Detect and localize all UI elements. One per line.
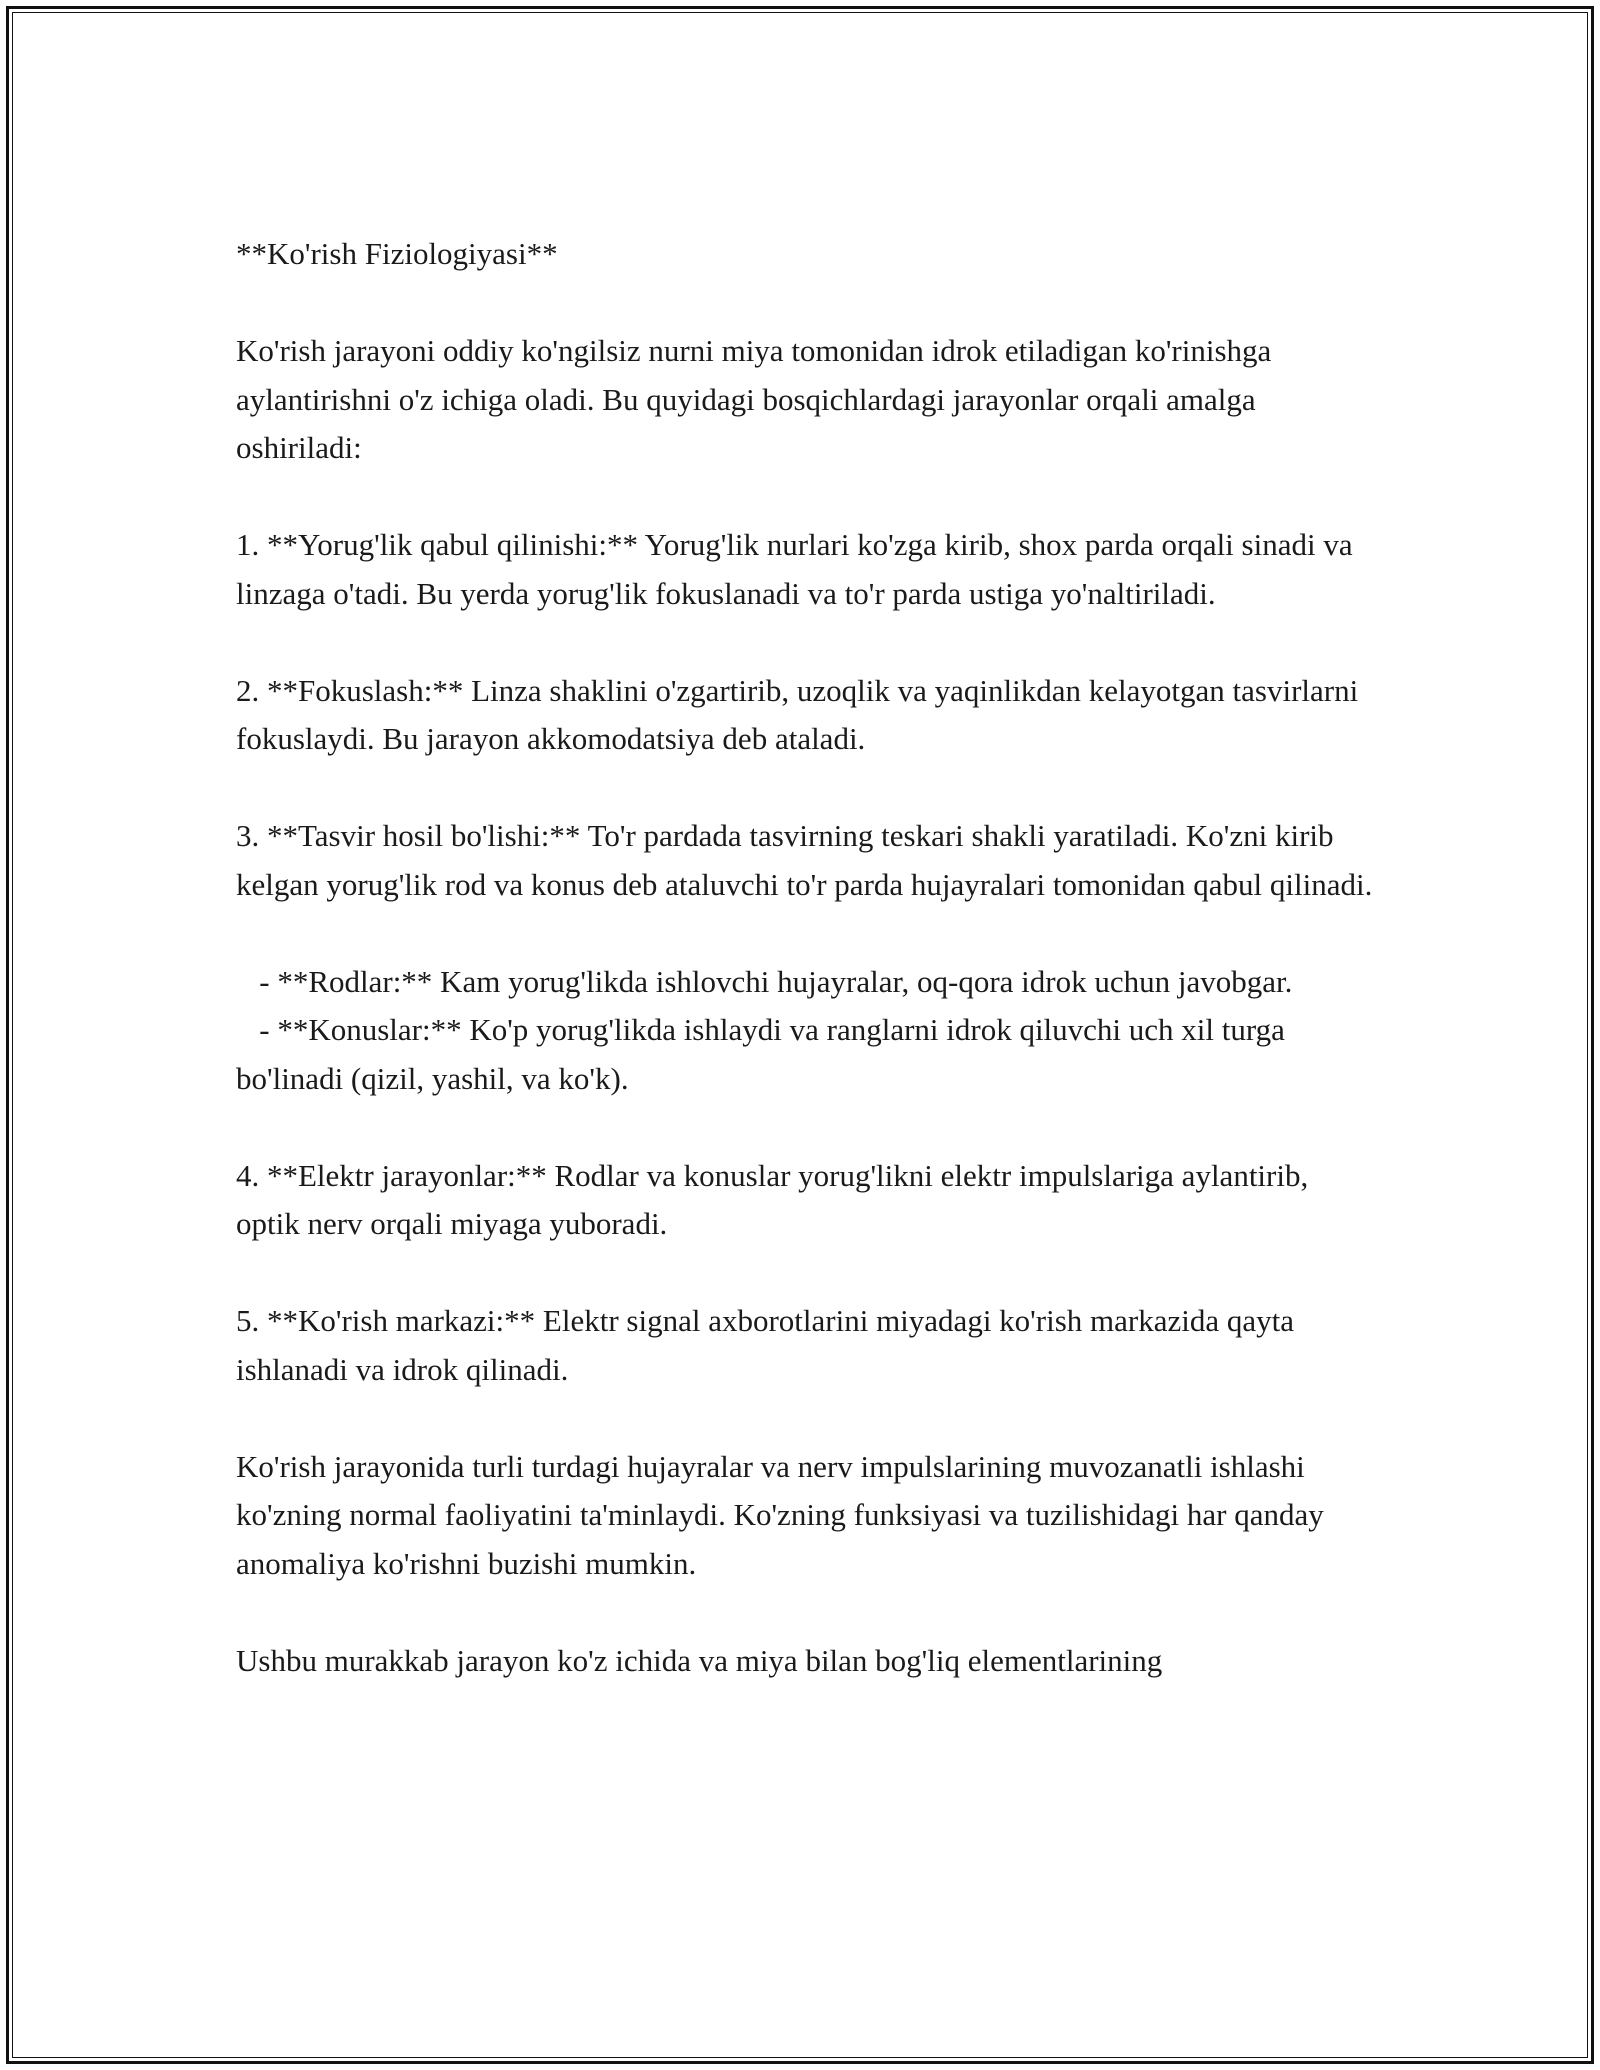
- step-2-paragraph: 2. **Fokuslash:** Linza shaklini o'zgartirib, uzoqlik va yaqinlikdan kelayotgan tasvirlarni fokuslaydi. Bu jarayon akkomodatsiya deb ataladi.: [236, 672, 1366, 756]
- step-1-paragraph: 1. **Yorug'lik qabul qilinishi:** Yorug'lik nurlari ko'zga kirib, shox parda orqali sinadi va linzaga o'tadi. Bu yerda yorug'lik fokuslanadi va to'r parda ustiga yo'naltiriladi.: [236, 527, 1361, 611]
- list-item-rods: - **Rodlar:** Kam yorug'likda ishlovchi hujayralar, oq-qora idrok uchun javobgar.: [236, 963, 1293, 999]
- final-paragraph-fragment: Ushbu murakkab jarayon ko'z ichida va miya bilan bog'liq elementlarining: [236, 1642, 1163, 1678]
- photoreceptor-list: [236, 958, 1376, 1104]
- document-body: [236, 230, 1376, 1734]
- conclusion-paragraph: Ko'rish jarayonida turli turdagi hujayralar va nerv impulslarining muvozanatli ishlashi ko'zning normal faoliyatini ta'minlaydi. Ko'zning funksiyasi va tuzilishidagi har qanday anomaliya ko'rishni buzishi mumkin.: [236, 1448, 1332, 1581]
- step-4-paragraph: 4. **Elektr jarayonlar:** Rodlar va konuslar yorug'likni elektr impulslariga aylantirib, optik nerv orqali miyaga yuboradi.: [236, 1157, 1316, 1241]
- list-item-cones: - **Konuslar:** Ko'p yorug'likda ishlaydi va ranglarni idrok qiluvchi uch xil turga bo'linadi (qizil, yashil, va ko'k).: [236, 1012, 1293, 1096]
- step-3-paragraph: 3. **Tasvir hosil bo'lishi:** To'r pardada tasvirning teskari shakli yaratiladi. Ko'zni kirib kelgan yorug'lik rod va konus deb ataluvchi to'r parda hujayralari tomonidan qabul qilinadi.: [236, 818, 1373, 902]
- intro-paragraph: Ko'rish jarayoni oddiy ko'ngilsiz nurni miya tomonidan idrok etiladigan ko'rinishga aylantirishni o'z ichiga oladi. Bu quyidagi bosqichlardagi jarayonlar orqali amalga oshiriladi:: [236, 333, 1280, 465]
- document-title: **Ko'rish Fiziologiyasi**: [236, 236, 558, 271]
- step-5-paragraph: 5. **Ko'rish markazi:** Elektr signal axborotlarini miyadagi ko'rish markazida qayta ishlanadi va idrok qilinadi.: [236, 1303, 1302, 1387]
